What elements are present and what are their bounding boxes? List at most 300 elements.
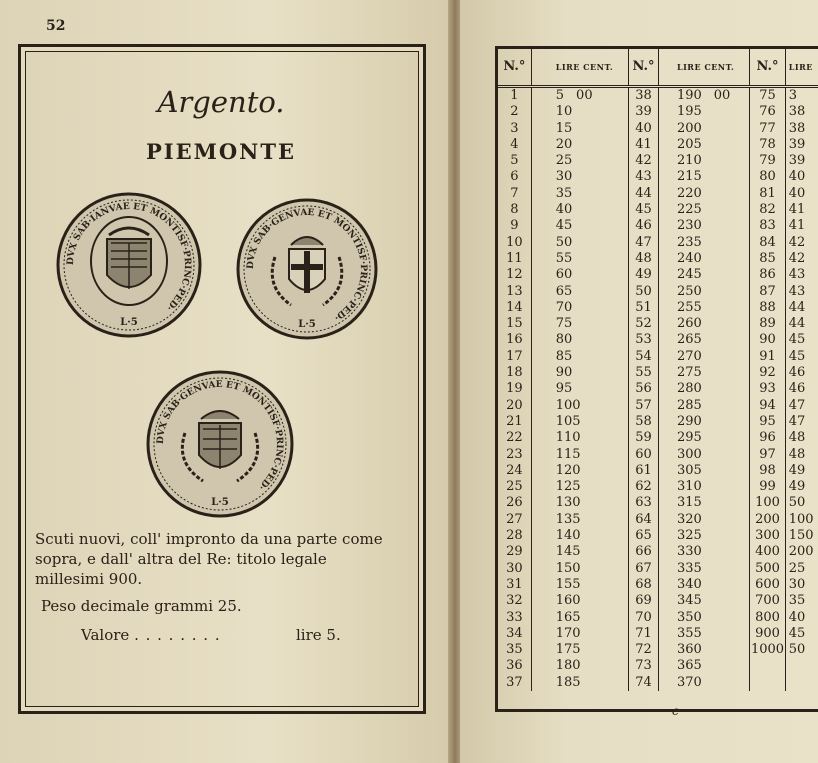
row-number-2-value: 44: [635, 185, 652, 201]
row-number-1: [498, 414, 531, 430]
row-number-1-value: 21: [506, 413, 523, 429]
row-number-2: [629, 153, 659, 169]
row-lire-3: [785, 87, 818, 105]
row-lire-1: [531, 463, 628, 479]
row-number-2-value: 56: [635, 381, 652, 397]
row-lire-1-value: 110: [555, 430, 581, 446]
row-number-2-value: 58: [635, 413, 652, 429]
row-lire-1: [531, 218, 628, 234]
table-row: [498, 235, 818, 251]
table-row: [498, 544, 818, 560]
row-number-2: [629, 430, 659, 446]
row-lire-3: [785, 675, 818, 691]
row-lire-3-value: 35: [788, 593, 806, 609]
row-number-3-value: 90: [759, 332, 776, 348]
row-number-2: [629, 414, 659, 430]
row-number-1: [498, 235, 531, 251]
row-number-2-value: 71: [635, 625, 652, 641]
row-number-2: [629, 186, 659, 202]
value-amount: lire 5.: [296, 626, 341, 644]
row-lire-3: [785, 365, 818, 381]
row-lire-3: [785, 349, 818, 365]
row-lire-2: [658, 381, 749, 397]
row-lire-1-value: 10: [555, 104, 573, 120]
row-number-2: [629, 463, 659, 479]
row-number-1-value: 36: [506, 658, 523, 674]
row-number-1-value: 30: [506, 560, 523, 576]
row-number-1: [498, 577, 531, 593]
row-number-1: [498, 300, 531, 316]
row-lire-3: [785, 430, 818, 446]
row-number-3: [750, 528, 786, 544]
row-number-3-value: 400: [755, 544, 780, 560]
row-lire-1: [531, 300, 628, 316]
row-number-3: [750, 169, 786, 185]
row-number-1-value: 18: [506, 365, 523, 381]
row-number-3: [750, 121, 786, 137]
row-lire-2-value: 295: [676, 430, 702, 446]
row-number-2: [629, 561, 659, 577]
row-lire-1-value: 175: [555, 642, 581, 658]
row-lire-1-cents: 00: [576, 88, 593, 103]
row-number-2-value: 63: [635, 495, 652, 511]
row-number-3-value: 86: [759, 267, 776, 283]
row-lire-3: [785, 381, 818, 397]
row-lire-1-value: 55: [555, 250, 573, 266]
row-number-1-value: 17: [506, 348, 523, 364]
row-number-3-value: 75: [759, 88, 776, 103]
row-number-2: [629, 642, 659, 658]
row-lire-3-value: 25: [788, 560, 806, 576]
row-lire-2: [658, 267, 749, 283]
row-lire-3-value: 150: [788, 528, 814, 544]
coin-legend-3: DVX SAB·GENVAE ET MONTISF·PRINC·PED·: [155, 379, 285, 492]
row-number-2-value: 47: [635, 234, 652, 250]
row-number-2: [629, 300, 659, 316]
row-number-3-value: 80: [759, 169, 776, 185]
row-lire-3-value: 46: [788, 365, 806, 381]
row-number-2: [629, 577, 659, 593]
row-lire-1-value: 35: [555, 185, 573, 201]
row-lire-3: [785, 626, 818, 642]
table-row: [498, 512, 818, 528]
row-number-1: [498, 675, 531, 691]
row-number-1: [498, 528, 531, 544]
row-number-1: [498, 398, 531, 414]
row-number-2: [629, 658, 659, 674]
coin-denomination-3: L·5: [211, 497, 229, 508]
row-number-2-value: 53: [635, 332, 652, 348]
row-lire-3-value: 3: [788, 88, 798, 103]
row-number-2-value: 66: [635, 544, 652, 560]
row-number-3-value: 87: [759, 283, 776, 299]
row-lire-2-value: 190: [676, 88, 702, 103]
row-number-2-value: 64: [635, 511, 652, 527]
table-row: [498, 186, 818, 202]
row-lire-1: [531, 284, 628, 300]
row-number-2-value: 65: [635, 528, 652, 544]
row-number-3: [750, 349, 786, 365]
row-lire-2-value: 240: [676, 250, 702, 266]
row-lire-2: [658, 169, 749, 185]
row-number-2-value: 74: [635, 674, 652, 690]
row-number-1: [498, 251, 531, 267]
row-number-1-value: 6: [510, 169, 519, 185]
table-row: [498, 479, 818, 495]
row-lire-3-value: 50: [788, 495, 806, 511]
row-lire-1-value: 180: [555, 658, 581, 674]
row-lire-1: [531, 512, 628, 528]
row-number-2: [629, 447, 659, 463]
row-lire-1: [531, 267, 628, 283]
row-number-2-value: 67: [635, 560, 652, 576]
row-number-3-value: 1000: [750, 642, 785, 658]
row-lire-3-value: 38: [788, 120, 806, 136]
table-row: [498, 658, 818, 674]
row-lire-2: [658, 561, 749, 577]
header-number-1: N.°: [498, 49, 531, 87]
row-number-1-value: 29: [506, 544, 523, 560]
row-lire-2: [658, 87, 749, 105]
row-lire-1: [531, 202, 628, 218]
row-number-1: [498, 479, 531, 495]
row-lire-3-value: 49: [788, 462, 806, 478]
row-lire-2-value: 195: [676, 104, 702, 120]
row-lire-1-value: 95: [555, 381, 573, 397]
row-number-3-value: 200: [755, 511, 780, 527]
row-lire-2-value: 315: [676, 495, 702, 511]
row-lire-1: [531, 398, 628, 414]
row-number-3: [750, 202, 786, 218]
table-row: [498, 463, 818, 479]
row-number-2-value: 48: [635, 250, 652, 266]
row-lire-3: [785, 332, 818, 348]
row-number-3-value: 900: [755, 625, 780, 641]
table-row: [498, 121, 818, 137]
row-number-1-value: 24: [506, 462, 523, 478]
row-lire-3: [785, 512, 818, 528]
table-row: [498, 398, 818, 414]
row-number-3: [750, 316, 786, 332]
row-number-2-value: 72: [635, 642, 652, 658]
row-lire-3: [785, 658, 818, 674]
row-number-2-value: 50: [635, 283, 652, 299]
row-lire-1-value: 70: [555, 299, 573, 315]
row-lire-1-value: 155: [555, 576, 581, 592]
row-number-1-value: 34: [506, 625, 523, 641]
table-row: [498, 284, 818, 300]
row-lire-2: [658, 610, 749, 626]
row-number-3: [750, 284, 786, 300]
row-lire-1: [531, 430, 628, 446]
row-lire-1-value: 165: [555, 609, 581, 625]
row-number-2: [629, 512, 659, 528]
row-lire-1: [531, 349, 628, 365]
row-number-3: [750, 642, 786, 658]
row-number-2-value: 43: [635, 169, 652, 185]
row-lire-1: [531, 169, 628, 185]
row-lire-3: [785, 544, 818, 560]
row-lire-2: [658, 495, 749, 511]
row-lire-2-value: 335: [676, 560, 702, 576]
table-row: [498, 137, 818, 153]
row-lire-1-value: 90: [555, 365, 573, 381]
row-number-1-value: 33: [506, 609, 523, 625]
table-row: [498, 626, 818, 642]
row-lire-3-value: 48: [788, 430, 806, 446]
row-number-3: [750, 104, 786, 120]
row-number-3: [750, 218, 786, 234]
row-lire-2-value: 325: [676, 528, 702, 544]
row-number-2: [629, 251, 659, 267]
row-number-3-value: 81: [759, 185, 776, 201]
row-number-2-value: 42: [635, 153, 652, 169]
table-row: [498, 561, 818, 577]
row-number-1-value: 28: [506, 528, 523, 544]
row-number-3: [750, 675, 786, 691]
row-lire-2-value: 290: [676, 413, 702, 429]
row-lire-3-value: 40: [788, 185, 806, 201]
row-number-1: [498, 544, 531, 560]
row-number-3: [750, 332, 786, 348]
row-lire-3-value: 45: [788, 332, 806, 348]
row-number-1: [498, 284, 531, 300]
row-lire-2: [658, 186, 749, 202]
table-row: [498, 169, 818, 185]
row-number-2: [629, 626, 659, 642]
row-lire-2-value: 355: [676, 625, 702, 641]
row-lire-1-value: 40: [555, 202, 573, 218]
row-lire-1: [531, 332, 628, 348]
row-number-3: [750, 610, 786, 626]
table-row: [498, 593, 818, 609]
header-lire-3: LIRE: [785, 49, 818, 87]
coin-denomination-2: L·5: [298, 319, 316, 330]
row-lire-1: [531, 626, 628, 642]
table-body: [498, 87, 818, 691]
row-lire-1: [531, 495, 628, 511]
row-lire-3: [785, 300, 818, 316]
row-number-2: [629, 398, 659, 414]
table-row: [498, 365, 818, 381]
row-number-3: [750, 414, 786, 430]
row-number-3: [750, 561, 786, 577]
table-row: [498, 610, 818, 626]
row-lire-2-value: 370: [676, 674, 702, 690]
row-number-3-value: 93: [759, 381, 776, 397]
row-lire-3-value: 47: [788, 397, 806, 413]
row-lire-3: [785, 463, 818, 479]
row-lire-3-value: 42: [788, 234, 806, 250]
row-lire-1: [531, 642, 628, 658]
row-lire-3: [785, 186, 818, 202]
row-number-3-value: 76: [759, 104, 776, 120]
row-number-1: [498, 430, 531, 446]
left-page-frame: [18, 44, 426, 714]
row-lire-3: [785, 284, 818, 300]
row-lire-3: [785, 642, 818, 658]
row-lire-2: [658, 137, 749, 153]
row-lire-1-value: 65: [555, 283, 573, 299]
row-number-3-value: 600: [755, 576, 780, 592]
row-number-2-value: 54: [635, 348, 652, 364]
row-number-3: [750, 398, 786, 414]
row-lire-3: [785, 593, 818, 609]
row-number-3: [750, 381, 786, 397]
row-lire-3: [785, 267, 818, 283]
row-lire-1-value: 25: [555, 153, 573, 169]
row-number-1: [498, 593, 531, 609]
row-number-1: [498, 104, 531, 120]
row-lire-1: [531, 316, 628, 332]
row-lire-1-value: 130: [555, 495, 581, 511]
row-lire-1-value: 15: [555, 120, 573, 136]
row-lire-3-value: 46: [788, 381, 806, 397]
row-number-2: [629, 610, 659, 626]
row-lire-2-value: 255: [676, 299, 702, 315]
row-lire-1-value: 80: [555, 332, 573, 348]
table-row: [498, 414, 818, 430]
row-number-1-value: 16: [506, 332, 523, 348]
signature-mark: c: [672, 704, 679, 718]
row-lire-1-value: 135: [555, 511, 581, 527]
row-number-2: [629, 544, 659, 560]
row-lire-2-value: 215: [676, 169, 702, 185]
row-lire-3: [785, 447, 818, 463]
table-row: [498, 495, 818, 511]
row-lire-1: [531, 137, 628, 153]
row-lire-3: [785, 479, 818, 495]
table-row: [498, 104, 818, 120]
row-number-2: [629, 332, 659, 348]
row-number-1: [498, 365, 531, 381]
row-number-2-value: 49: [635, 267, 652, 283]
row-number-2-value: 38: [635, 88, 652, 103]
row-lire-1: [531, 381, 628, 397]
row-number-2-value: 59: [635, 430, 652, 446]
row-number-2: [629, 267, 659, 283]
row-lire-2-value: 285: [676, 397, 702, 413]
row-number-1-value: 12: [506, 267, 523, 283]
table-row: [498, 675, 818, 691]
row-number-3-value: 95: [759, 413, 776, 429]
row-number-1-value: 20: [506, 397, 523, 413]
row-lire-2: [658, 365, 749, 381]
row-lire-3: [785, 153, 818, 169]
value-dots: . . . . . . . .: [134, 626, 221, 644]
row-number-1-value: 25: [506, 479, 523, 495]
row-lire-3: [785, 561, 818, 577]
row-lire-3-value: 42: [788, 250, 806, 266]
row-number-1-value: 19: [506, 381, 523, 397]
row-number-2-value: 57: [635, 397, 652, 413]
row-number-1: [498, 137, 531, 153]
row-number-2: [629, 316, 659, 332]
row-lire-2-value: 235: [676, 234, 702, 250]
row-lire-3-value: 39: [788, 153, 806, 169]
row-number-2: [629, 495, 659, 511]
row-number-1-value: 2: [510, 104, 519, 120]
row-lire-2: [658, 479, 749, 495]
row-lire-2-value: 330: [676, 544, 702, 560]
row-lire-3-value: 45: [788, 348, 806, 364]
row-number-2: [629, 593, 659, 609]
row-lire-3: [785, 202, 818, 218]
row-number-2: [629, 284, 659, 300]
row-number-1: [498, 447, 531, 463]
row-lire-3-value: 44: [788, 299, 806, 315]
row-lire-3-value: 43: [788, 283, 806, 299]
row-lire-3: [785, 414, 818, 430]
row-number-3: [750, 235, 786, 251]
row-number-2: [629, 202, 659, 218]
row-lire-3-value: 100: [788, 511, 814, 527]
row-lire-2-value: 350: [676, 609, 702, 625]
row-number-1-value: 4: [510, 136, 519, 152]
row-number-1-value: 27: [506, 511, 523, 527]
table-row: [498, 332, 818, 348]
row-lire-2-value: 305: [676, 462, 702, 478]
row-lire-2-value: 345: [676, 593, 702, 609]
coin-image-1: [55, 191, 203, 339]
row-number-2: [629, 87, 659, 105]
row-lire-3-value: 200: [788, 544, 814, 560]
row-lire-1: [531, 186, 628, 202]
row-lire-3-value: 43: [788, 267, 806, 283]
row-lire-3: [785, 495, 818, 511]
table-row: [498, 202, 818, 218]
table-row: [498, 267, 818, 283]
row-number-3-value: 92: [759, 365, 776, 381]
coin-legend-2: DVX SAB·GENVAE ET MONTISF·PRINC·PED·: [245, 207, 369, 323]
row-lire-2: [658, 300, 749, 316]
row-lire-3-value: 44: [788, 316, 806, 332]
row-lire-3-value: 48: [788, 446, 806, 462]
row-lire-2-value: 225: [676, 202, 702, 218]
row-number-1-value: 14: [506, 299, 523, 315]
row-number-3-value: 100: [755, 495, 780, 511]
row-number-3-value: 85: [759, 250, 776, 266]
row-number-1: [498, 463, 531, 479]
row-number-2-value: 52: [635, 316, 652, 332]
row-lire-3-value: 40: [788, 609, 806, 625]
row-number-1: [498, 186, 531, 202]
row-lire-2-value: 230: [676, 218, 702, 234]
row-number-3-value: 88: [759, 299, 776, 315]
row-lire-1-value: 75: [555, 316, 573, 332]
row-lire-1-value: 50: [555, 234, 573, 250]
row-number-1: [498, 381, 531, 397]
row-lire-2: [658, 528, 749, 544]
row-lire-2: [658, 463, 749, 479]
row-number-1-value: 32: [506, 593, 523, 609]
row-lire-1-value: 160: [555, 593, 581, 609]
row-number-3-value: 82: [759, 202, 776, 218]
row-number-3: [750, 447, 786, 463]
row-number-3-value: 97: [759, 446, 776, 462]
row-lire-1: [531, 87, 628, 105]
row-number-1: [498, 316, 531, 332]
table-row: [498, 577, 818, 593]
row-lire-1-value: 100: [555, 397, 581, 413]
row-lire-2-cents: 00: [713, 88, 731, 103]
row-number-1-value: 13: [506, 283, 523, 299]
row-lire-3: [785, 121, 818, 137]
row-lire-2-value: 320: [676, 511, 702, 527]
row-number-3: [750, 267, 786, 283]
row-number-1-value: 8: [510, 202, 519, 218]
row-lire-2-value: 265: [676, 332, 702, 348]
